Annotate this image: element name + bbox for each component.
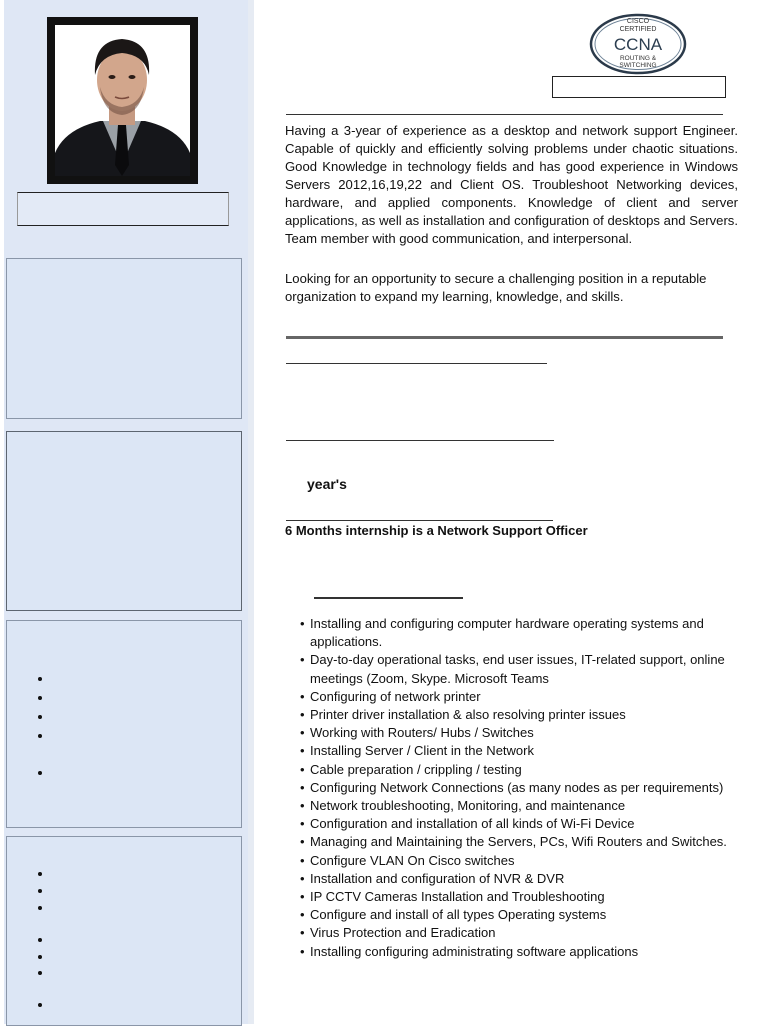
list-item: • IP CCTV Cameras Installation and Troubleshooting xyxy=(300,888,740,906)
objective-paragraph: Looking for an opportunity to secure a challenging position in a reputable organization to expand my learning, knowledge, and skills. xyxy=(285,271,707,304)
list-bullet xyxy=(38,771,42,775)
logo-line3: ROUTING & xyxy=(619,55,657,62)
personal-info-card xyxy=(6,431,242,611)
section-divider xyxy=(286,114,723,115)
list-item: • Configuring Network Connections (as many nodes as per requirements) xyxy=(300,779,740,797)
title-box xyxy=(552,76,726,98)
profile-photo xyxy=(55,25,190,176)
list-bullet xyxy=(38,889,42,893)
list-item: • Network troubleshooting, Monitoring, and maintenance xyxy=(300,797,740,815)
ccna-certification-logo xyxy=(589,13,687,75)
heading-underline xyxy=(286,440,554,441)
list-bullet xyxy=(38,872,42,876)
list-item: • Installing Server / Client in the Network xyxy=(300,742,740,760)
list-bullet xyxy=(38,696,42,700)
list-item: • Installing and configuring computer hardware operating systems and applications. xyxy=(300,615,740,651)
languages-card xyxy=(6,836,242,1026)
list-bullet xyxy=(38,906,42,910)
list-bullet xyxy=(38,938,42,942)
heading-underline xyxy=(286,520,553,521)
name-box xyxy=(17,192,229,226)
list-item: • Virus Protection and Eradication xyxy=(300,924,740,942)
duties-list xyxy=(300,615,740,961)
list-item: • Configuration and installation of all kinds of Wi-Fi Device xyxy=(300,815,740,833)
heading-underline xyxy=(286,363,547,364)
skills-card xyxy=(6,620,242,828)
logo-main: CCNA xyxy=(613,35,663,54)
internship-title: 6 Months internship is a Network Support Officer xyxy=(285,523,588,538)
list-bullet xyxy=(38,955,42,959)
logo-line1: CISCO xyxy=(626,18,650,25)
summary-paragraph: Having a 3-year of experience as a desktop and network support Engineer. Capable of quickly and efficiently solving problems under chaotic situations. Good Knowledge in technology fields and has good experience in Windows Servers 2012,16,19,22 and Client OS. Troubleshoot Networking devices, hardware, and applied components. Knowledge of client and server applications, as well as installation and configuration of desktops and Servers. Team member with good communication, and interpersonal. xyxy=(285,123,738,246)
list-bullet xyxy=(38,734,42,738)
logo-line4: SWITCHING xyxy=(619,62,657,69)
heading-underline xyxy=(314,597,463,599)
person-portrait-icon xyxy=(55,25,190,176)
list-item: • Configure VLAN On Cisco switches xyxy=(300,852,740,870)
list-item: • Working with Routers/ Hubs / Switches xyxy=(300,724,740,742)
list-bullet xyxy=(38,971,42,975)
sidebar-divider xyxy=(248,0,254,1024)
profile-photo-frame xyxy=(47,17,198,184)
list-bullet xyxy=(38,1003,42,1007)
list-item: • Installing configuring administrating software applications xyxy=(300,943,740,961)
list-item: • Day-to-day operational tasks, end user issues, IT-related support, online meetings (Zoom, Skype. Microsoft Teams xyxy=(300,651,740,687)
list-item: • Printer driver installation & also resolving printer issues xyxy=(300,706,740,724)
logo-line2: CERTIFIED xyxy=(619,26,657,33)
list-item: • Configuring of network printer xyxy=(300,688,740,706)
list-item: • Managing and Maintaining the Servers, PCs, Wifi Routers and Switches. xyxy=(300,833,740,851)
contact-card xyxy=(6,258,242,419)
section-divider xyxy=(286,336,723,339)
list-bullet xyxy=(38,715,42,719)
list-item: • Configure and install of all types Operating systems xyxy=(300,906,740,924)
list-item: • Installation and configuration of NVR & DVR xyxy=(300,870,740,888)
experience-years: year's xyxy=(307,476,347,492)
list-bullet xyxy=(38,677,42,681)
list-item: • Cable preparation / crippling / testing xyxy=(300,761,740,779)
